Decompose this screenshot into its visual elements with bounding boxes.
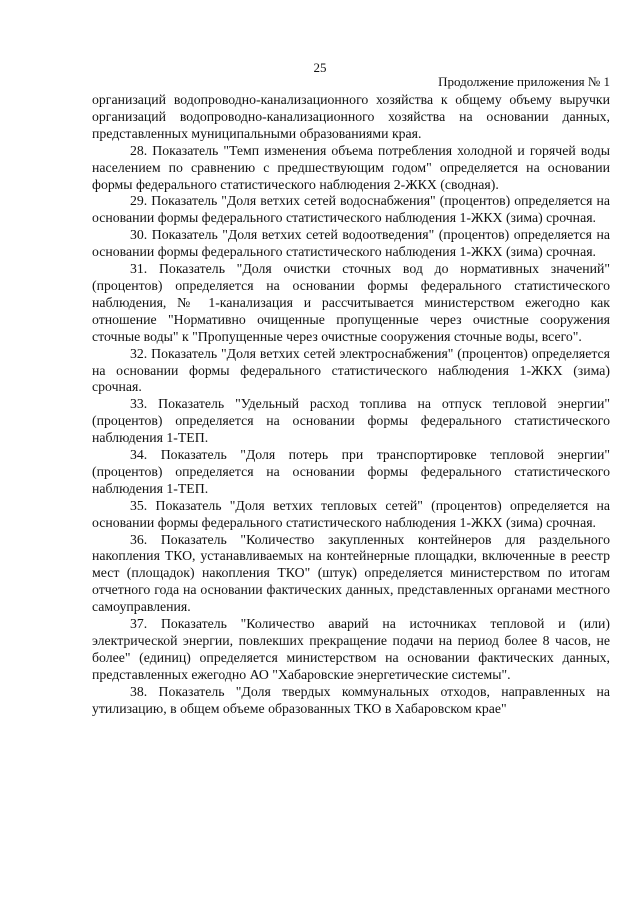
paragraph-continuation: организаций водопроводно-канализационного хозяйства к общему объему выручки организаций водопроводно-канализационного хозяйства на основании данных, представленных муниципальными образованиями края.: [92, 92, 610, 141]
paragraph-item-35: 35. Показатель "Доля ветхих тепловых сетей" (процентов) определяется на основании формы федерального статистического наблюдения 1-ЖКХ (зима) срочная.: [92, 497, 610, 530]
paragraph-item-31: 31. Показатель "Доля очистки сточных вод до нормативных значений" (процентов) определяется на основании формы федерального статистического наблюдения, № 1-канализация и рассчитывается министерством ежегодно как отношение "Нормативно очищенные пропущенные через очистные сооружения сточные воды" к "Пропущенные через очистные сооружения сточные воды, всего".: [92, 261, 610, 344]
paragraph-item-38: 38. Показатель "Доля твердых коммунальных отходов, направленных на утилизацию, в общем объеме образованных ТКО в Хабаровском крае": [92, 683, 610, 716]
paragraph-item-32: 32. Показатель "Доля ветхих сетей электроснабжения" (процентов) определяется на основании формы федерального статистического наблюдения 1-ЖКХ (зима) срочная.: [92, 345, 610, 395]
document-body: [92, 92, 610, 718]
paragraph-item-30: 30. Показатель "Доля ветхих сетей водоотведения" (процентов) определяется на основании формы федерального статистического наблюдения 1-ЖКХ (зима) срочная.: [92, 227, 610, 260]
paragraph-item-29: 29. Показатель "Доля ветхих сетей водоснабжения" (процентов) определяется на основании формы федерального статистического наблюдения 1-ЖКХ (зима) срочная.: [92, 193, 610, 226]
paragraph-item-37: 37. Показатель "Количество аварий на источниках тепловой и (или) электрической энергии, повлекших прекращение подачи на период более 8 часов, не более" (единиц) определяется министерством на основании фактических данных, представленных ежегодно АО "Хабаровские энергетические системы".: [92, 616, 610, 682]
paragraph-item-33: 33. Показатель "Удельный расход топлива на отпуск тепловой энергии" (процентов) определяется на основании формы федерального статистического наблюдения 1-ТЕП.: [92, 396, 610, 446]
paragraph-item-36: 36. Показатель "Количество закупленных контейнеров для раздельного накопления ТКО, устанавливаемых на контейнерные площадки, включенные в реестр мест (площадок) накопления ТКО" (штук) определяется министерством по итогам отчетного года на основании фактических данных, представленных органами местного самоуправления.: [92, 531, 610, 615]
page-number: 25: [313, 60, 327, 75]
paragraph-item-34: 34. Показатель "Доля потерь при транспортировке тепловой энергии" (процентов) определяется на основании формы федерального статистического наблюдения 1-ТЕП.: [92, 447, 610, 496]
paragraph-item-28: 28. Показатель "Темп изменения объема потребления холодной и горячей воды населением по сравнению с предшествующим годом" определяется на основании формы федерального статистического наблюдения 2-ЖКХ (сводная).: [92, 142, 610, 192]
appendix-continuation-label: Продолжение приложения № 1: [438, 74, 610, 89]
